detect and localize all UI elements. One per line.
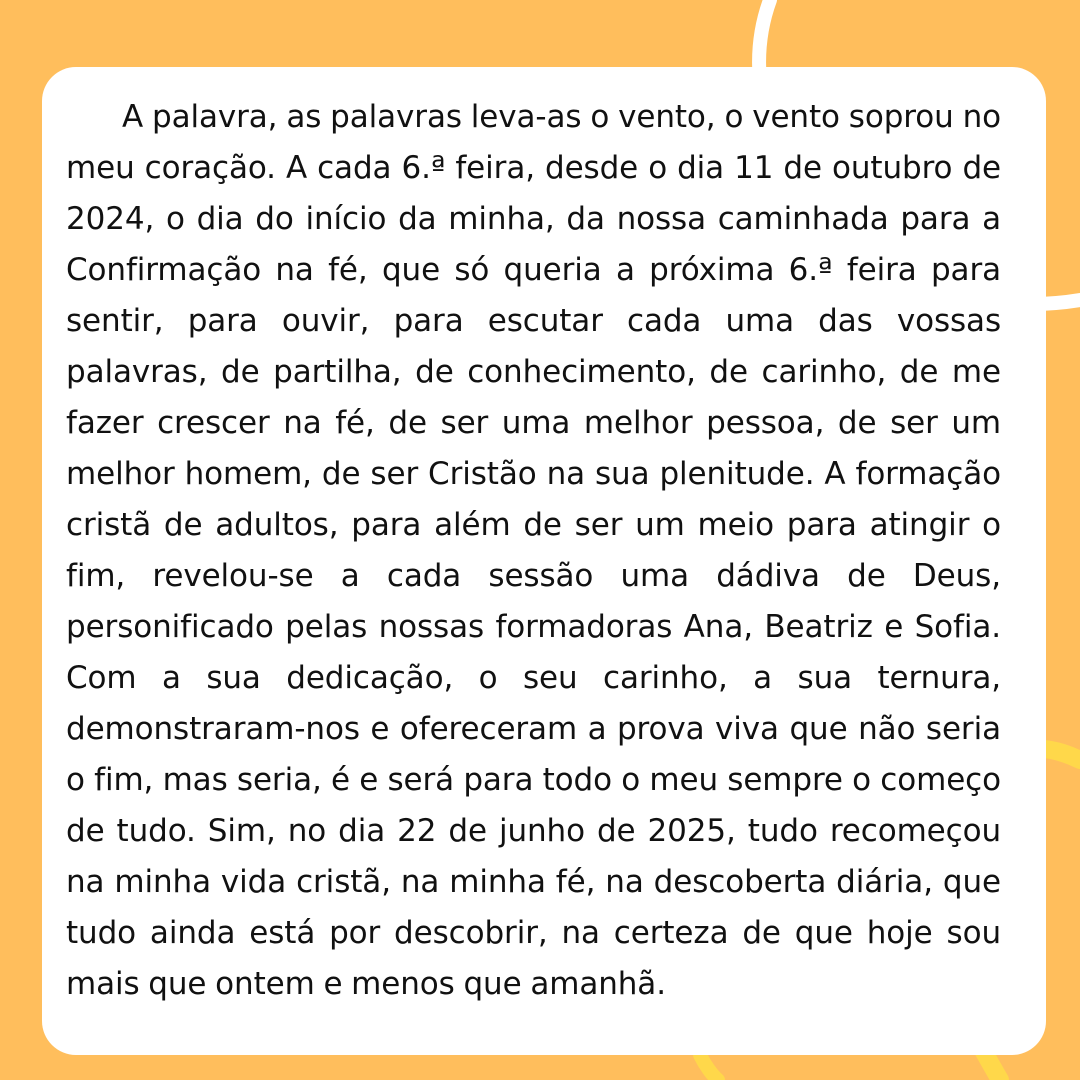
text-card: [42, 67, 1046, 1055]
testimony-paragraph: A palavra, as palavras leva-as o vento, o vento soprou no meu coração. A cada 6.ª feira, desde o dia 11 de outubro de 2024, o dia do início da minha, da nossa caminhada para a Confirmação na fé, que só queria a próxima 6.ª feira para sentir, para ouvir, para escutar cada uma das vossas palavras, de partilha, de conhecimento, de carinho, de me fazer crescer na fé, de ser uma melhor pessoa, de ser um melhor homem, de ser Cristão na sua plenitude. A formação cristã de adultos, para além de ser um meio para atingir o fim, revelou-se a cada sessão uma dádiva de Deus, personificado pelas nossas formadoras Ana, Beatriz e Sofia. Com a sua dedicação, o seu carinho, a sua ternura, demonstraram-nos e ofereceram a prova viva que não seria o fim, mas seria, é e será para todo o meu sempre o começo de tudo. Sim, no dia 22 de junho de 2025, tudo recomeçou na minha vida cristã, na minha fé, na descoberta diária, que tudo ainda está por descobrir, na certeza de que hoje sou mais que ontem e menos que amanhã.: [66, 99, 1001, 1002]
yellow-arc-bottom-decoration: [700, 1055, 718, 1080]
